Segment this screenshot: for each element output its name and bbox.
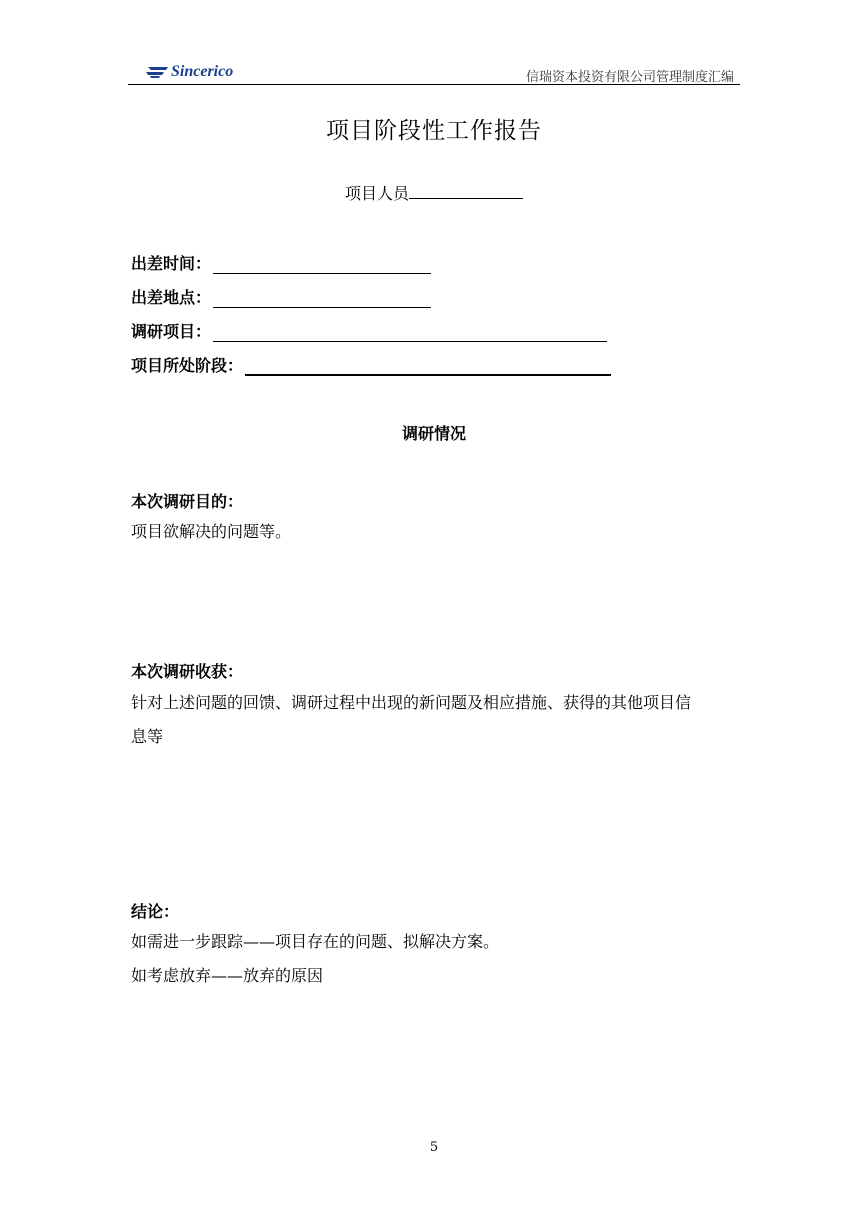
sincerico-logo-icon	[144, 65, 170, 79]
trip-time-label: 出差时间：	[131, 254, 212, 273]
trip-location-label: 出差地点：	[131, 288, 212, 307]
page-number: 5	[429, 1140, 439, 1155]
personnel-label: 项目人员	[344, 184, 409, 203]
project-stage-label: 项目所处阶段：	[131, 356, 244, 375]
trip-time-blank[interactable]	[213, 259, 431, 274]
trip-location-field	[131, 285, 431, 308]
trip-time-field	[131, 251, 431, 274]
research-project-blank[interactable]	[213, 327, 607, 342]
conclusion-text	[131, 925, 499, 993]
gains-text	[131, 686, 741, 754]
project-stage-field	[131, 353, 611, 376]
project-stage-blank[interactable]	[245, 360, 611, 376]
conclusion-heading: 结论：	[131, 902, 180, 921]
personnel-line	[0, 181, 868, 204]
purpose-heading: 本次调研目的：	[131, 492, 244, 511]
logo-text: Sincerico	[171, 63, 234, 80]
section-title: 调研情况	[401, 424, 466, 443]
gains-line-1: 针对上述问题的回馈、调研过程中出现的新问题及相应措施、获得的其他项目信	[131, 693, 692, 712]
header-company-title: 信瑞资本投资有限公司管理制度汇编	[525, 70, 734, 85]
gains-heading: 本次调研收获：	[131, 662, 244, 681]
page-header	[128, 60, 740, 85]
conclusion-line-2: 如考虑放弃——放弃的原因	[131, 966, 324, 985]
purpose-text	[131, 515, 291, 549]
research-project-field	[131, 319, 607, 342]
page-title: 项目阶段性工作报告	[326, 118, 542, 144]
trip-location-blank[interactable]	[213, 293, 431, 308]
conclusion-line-1: 如需进一步跟踪——项目存在的问题、拟解决方案。	[131, 932, 500, 951]
research-project-label: 调研项目：	[131, 322, 212, 341]
company-logo	[144, 63, 233, 81]
purpose-line: 项目欲解决的问题等。	[131, 522, 292, 541]
gains-line-2: 息等	[131, 727, 164, 746]
personnel-blank[interactable]	[409, 184, 523, 199]
